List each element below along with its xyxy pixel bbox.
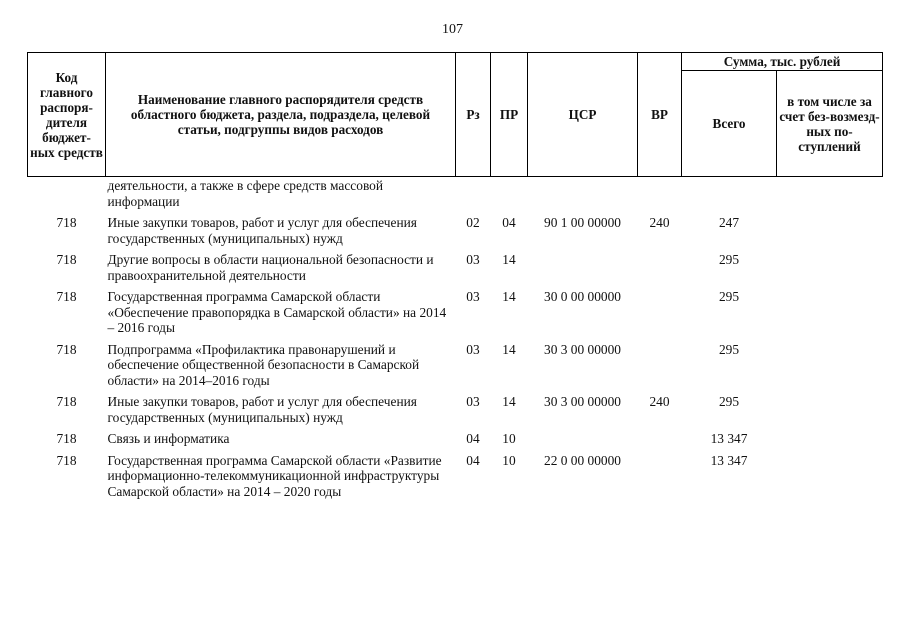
cell-total: 13 347 (710, 452, 748, 468)
cell-name: Иные закупки товаров, работ и услуг для обеспечения государственных (муниципальных) нужд (107, 394, 417, 425)
cell-csr: 30 0 00 00000 (544, 289, 621, 304)
cell-rz: 04 (466, 452, 480, 468)
cell-gratuitous (777, 447, 883, 500)
cell-rz: 03 (466, 341, 480, 357)
cell-csr (528, 425, 638, 447)
cell-total: 295 (718, 252, 740, 267)
cell-code: 718 (56, 289, 77, 304)
cell-total: 295 (718, 289, 740, 304)
cell-pr: 04 (502, 215, 516, 230)
cell-vr (638, 425, 682, 447)
table-row (28, 177, 883, 210)
cell-name: Государственная программа Самарской области «Развитие информационно-телекоммуникационной инфраструктуры Самарской области» на 2014 – 2020 годы (107, 452, 442, 499)
table-row (28, 425, 883, 447)
header-code: Код главного распоря-дителя бюджет-ных средств (28, 53, 106, 177)
cell-gratuitous (777, 209, 883, 246)
continuation-text: деятельности, а также в сфере средств массовой информации (107, 178, 384, 209)
cell-total: 247 (718, 215, 740, 230)
table-row (28, 447, 883, 500)
header-name: Наименование главного распорядителя средств областного бюджета, раздела, подраздела, целевой статьи, подгруппы видов расходов (106, 53, 456, 177)
cell-csr: 90 1 00 00000 (544, 215, 621, 230)
cell-code: 718 (56, 341, 77, 357)
header-rz: Рз (456, 53, 491, 177)
cell-gratuitous (777, 388, 883, 425)
cell-vr: 240 (649, 215, 670, 230)
cell-rz: 04 (466, 431, 480, 446)
cell-rz: 02 (466, 215, 480, 230)
cell-name: Связь и информатика (107, 431, 230, 446)
cell-pr: 14 (502, 252, 516, 267)
cell-name: Подпрограмма «Профилактика правонарушений и обеспечение общественной безопасности в Самарской области» на 2014–2016 годы (107, 341, 420, 388)
cell-vr (638, 283, 682, 336)
cell-total: 295 (718, 394, 740, 409)
cell-csr: 22 0 00 00000 (544, 452, 621, 468)
cell-rz: 03 (466, 394, 480, 409)
cell-vr (638, 336, 682, 389)
header-gratuitous: в том числе за счет без-возмезд-ных по-ступлений (777, 71, 883, 177)
header-total: Всего (682, 71, 777, 177)
table-row (28, 336, 883, 389)
budget-table (27, 52, 883, 499)
cell-rz: 03 (466, 252, 480, 267)
table-row (28, 283, 883, 336)
cell-name: Другие вопросы в области национальной безопасности и правоохранительной деятельности (107, 252, 434, 283)
table-row (28, 209, 883, 246)
cell-gratuitous (777, 336, 883, 389)
cell-rz: 03 (466, 289, 480, 304)
cell-pr: 14 (502, 341, 516, 357)
table-row (28, 388, 883, 425)
cell-csr: 30 3 00 00000 (544, 394, 621, 409)
cell-vr: 240 (649, 394, 670, 409)
cell-vr (638, 246, 682, 283)
cell-vr (638, 447, 682, 500)
cell-total: 13 347 (710, 431, 748, 446)
table-row (28, 246, 883, 283)
cell-code: 718 (56, 215, 77, 230)
cell-csr (528, 246, 638, 283)
cell-code: 718 (56, 431, 77, 446)
cell-gratuitous (777, 246, 883, 283)
cell-gratuitous (777, 283, 883, 336)
header-csr: ЦСР (528, 53, 638, 177)
cell-name: Иные закупки товаров, работ и услуг для обеспечения государственных (муниципальных) нужд (107, 215, 417, 246)
cell-csr: 30 3 00 00000 (544, 341, 621, 357)
cell-code: 718 (56, 252, 77, 267)
cell-gratuitous (777, 425, 883, 447)
cell-name: Государственная программа Самарской области «Обеспечение правопорядка в Самарской области» на 2014 – 2016 годы (107, 289, 447, 335)
header-pr: ПР (491, 53, 528, 177)
cell-pr: 10 (502, 431, 516, 446)
header-sum: Сумма, тыс. рублей (682, 53, 883, 71)
cell-code: 718 (56, 452, 77, 468)
cell-code: 718 (56, 394, 77, 409)
page-number: 107 (442, 22, 463, 37)
cell-pr: 14 (502, 289, 516, 304)
cell-pr: 10 (502, 452, 516, 468)
cell-total: 295 (718, 341, 740, 357)
header-vr: ВР (638, 53, 682, 177)
cell-pr: 14 (502, 394, 516, 409)
